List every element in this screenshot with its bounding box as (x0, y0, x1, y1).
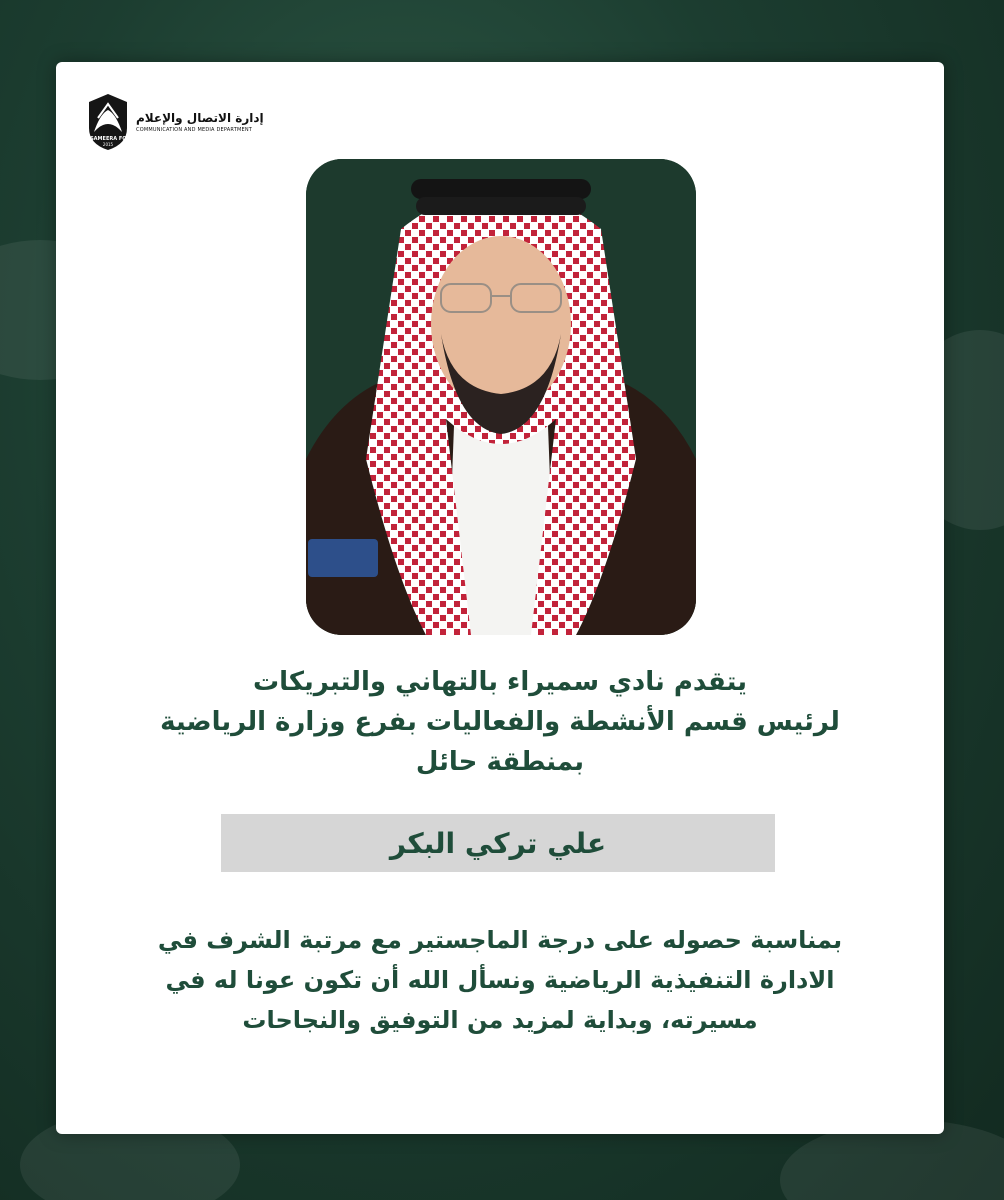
greeting-card (56, 62, 944, 1134)
emblem-text: SAMEERA FC (90, 136, 126, 142)
club-emblem-icon (86, 92, 130, 152)
emblem-year: 2015 (102, 142, 114, 147)
headline-line-2: لرئيس قسم الأنشطة والفعاليات بفرع وزارة الرياضية (160, 707, 840, 737)
honoree-name-box (221, 814, 775, 872)
department-title-en: COMMUNICATION AND MEDIA DEPARTMENT (136, 127, 253, 133)
congratulation-headline (116, 662, 884, 782)
message-line-1: بمناسبة حصوله على درجة الماجستير مع مرتبة الشرف في (157, 926, 843, 954)
portrait-photo (306, 159, 696, 635)
department-title-ar: إدارة الاتصال والإعلام (136, 111, 264, 125)
honoree-name: علي تركي البكر (389, 826, 607, 860)
headline-line-3: بمنطقة حائل (415, 747, 585, 777)
message-line-3: مسيرته، وبداية لمزيد من التوفيق والنجاحات (242, 1006, 758, 1034)
headline-line-1: يتقدم نادي سميراء بالتهاني والتبريكات (253, 667, 747, 697)
department-logo (86, 92, 264, 152)
message-line-2: الادارة التنفيذية الرياضية ونسأل الله أن تكون عونا له في (165, 966, 835, 994)
occasion-message (96, 920, 904, 1040)
